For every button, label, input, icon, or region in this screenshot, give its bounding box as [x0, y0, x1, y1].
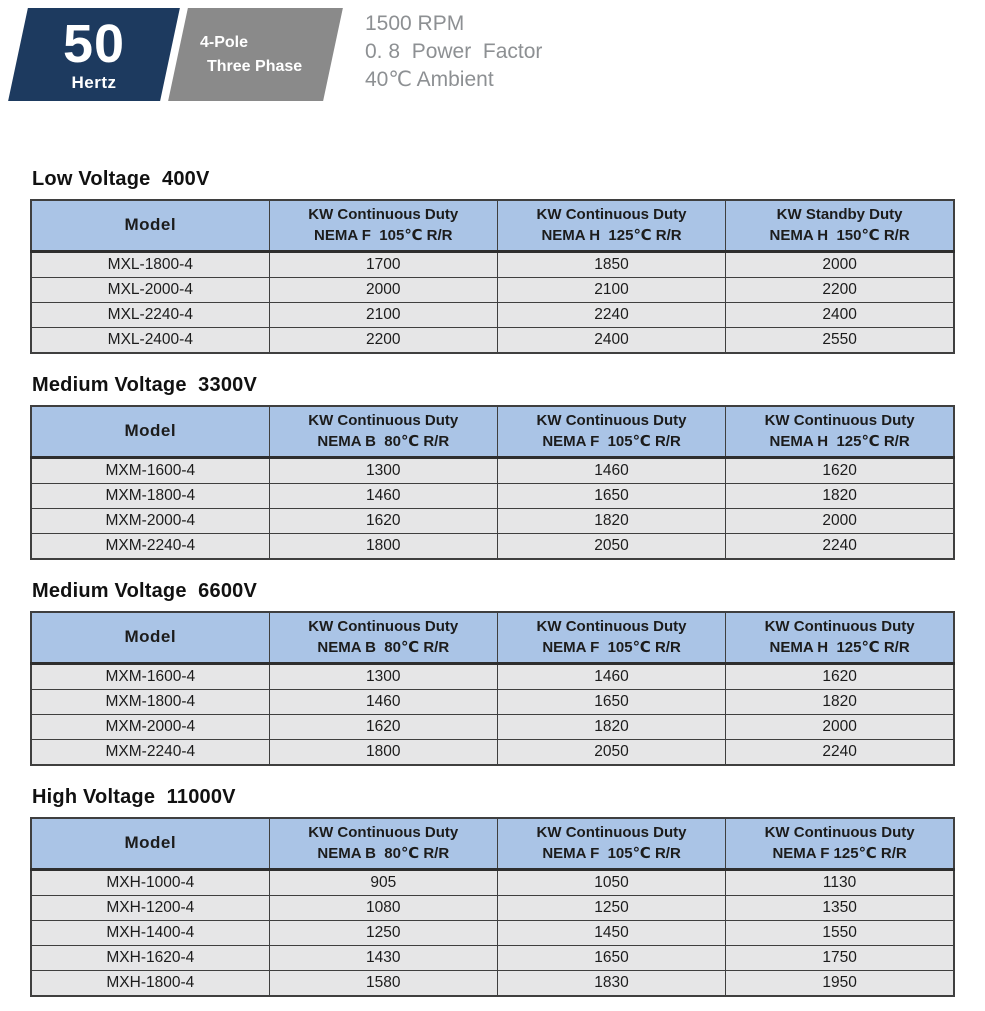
- value-cell: 2240: [726, 740, 954, 766]
- model-cell: MXM-2240-4: [31, 740, 269, 766]
- value-cell: 1460: [497, 458, 725, 484]
- header-line: NEMA H 150℃ R/R: [769, 226, 910, 244]
- ambient-spec: 40℃ Ambient: [365, 67, 494, 91]
- model-cell: MXL-1800-4: [31, 252, 269, 278]
- header-line: NEMA B 80℃ R/R: [317, 844, 450, 862]
- table-row: [31, 664, 954, 690]
- table-body: [31, 458, 954, 560]
- table-head: [31, 818, 954, 870]
- value-cell: 1800: [269, 740, 497, 766]
- rpm-spec: 1500 RPM: [365, 12, 465, 35]
- spec-table: [30, 611, 955, 766]
- kw-column-header: [497, 612, 725, 664]
- value-cell: 1430: [269, 946, 497, 971]
- header-line: Model: [124, 627, 177, 647]
- pole-label: 4-Pole: [200, 34, 249, 52]
- table-row: [31, 870, 954, 896]
- pole-phase-badge: [168, 8, 343, 101]
- spec-table: [30, 405, 955, 560]
- header-line: NEMA B 80℃ R/R: [317, 432, 450, 450]
- value-cell: 1620: [269, 509, 497, 534]
- table-row: [31, 715, 954, 740]
- table-head: [31, 200, 954, 252]
- header-line: Model: [124, 833, 177, 853]
- header-line: NEMA F 105℃ R/R: [542, 844, 681, 862]
- value-cell: 1250: [497, 896, 725, 921]
- table-row: [31, 896, 954, 921]
- table-head: [31, 406, 954, 458]
- header-line: NEMA B 80℃ R/R: [317, 638, 450, 656]
- model-cell: MXL-2240-4: [31, 303, 269, 328]
- model-cell: MXM-1600-4: [31, 664, 269, 690]
- value-cell: 1050: [497, 870, 725, 896]
- model-cell: MXH-1800-4: [31, 971, 269, 997]
- value-cell: 1650: [497, 690, 725, 715]
- model-column-header: [31, 612, 269, 664]
- kw-column-header: [726, 200, 954, 252]
- value-cell: 1460: [269, 690, 497, 715]
- model-column-header: [31, 818, 269, 870]
- value-cell: 2400: [726, 303, 954, 328]
- value-cell: 1650: [497, 946, 725, 971]
- spec-section: [30, 786, 955, 997]
- header-row: [31, 200, 954, 252]
- table-body: [31, 870, 954, 997]
- value-cell: 1250: [269, 921, 497, 946]
- model-cell: MXH-1620-4: [31, 946, 269, 971]
- value-cell: 1080: [269, 896, 497, 921]
- value-cell: 2550: [726, 328, 954, 354]
- section-title: High Voltage 11000V: [32, 786, 236, 808]
- model-cell: MXL-2400-4: [31, 328, 269, 354]
- table-body: [31, 664, 954, 766]
- value-cell: 1820: [497, 715, 725, 740]
- header-line: KW Continuous Duty: [308, 412, 459, 430]
- header-line: NEMA H 125℃ R/R: [769, 638, 910, 656]
- table-row: [31, 278, 954, 303]
- spec-section: [30, 580, 955, 766]
- value-cell: 2240: [497, 303, 725, 328]
- value-cell: 905: [269, 870, 497, 896]
- model-cell: MXH-1400-4: [31, 921, 269, 946]
- table-row: [31, 458, 954, 484]
- model-cell: MXH-1000-4: [31, 870, 269, 896]
- value-cell: 2100: [497, 278, 725, 303]
- value-cell: 1300: [269, 458, 497, 484]
- frequency-badge: [8, 8, 180, 101]
- model-cell: MXM-2000-4: [31, 715, 269, 740]
- value-cell: 2050: [497, 534, 725, 560]
- model-cell: MXM-1800-4: [31, 690, 269, 715]
- value-cell: 2050: [497, 740, 725, 766]
- value-cell: 1800: [269, 534, 497, 560]
- spec-table: [30, 817, 955, 997]
- value-cell: 1460: [269, 484, 497, 509]
- value-cell: 2200: [269, 328, 497, 354]
- model-cell: MXL-2000-4: [31, 278, 269, 303]
- tables-area: [0, 168, 985, 997]
- table-head: [31, 612, 954, 664]
- kw-column-header: [726, 612, 954, 664]
- header-line: KW Continuous Duty: [536, 618, 687, 636]
- kw-column-header: [269, 200, 497, 252]
- kw-column-header: [269, 612, 497, 664]
- table-row: [31, 946, 954, 971]
- value-cell: 1550: [726, 921, 954, 946]
- value-cell: 1450: [497, 921, 725, 946]
- header-row: [31, 818, 954, 870]
- table-row: [31, 971, 954, 997]
- value-cell: 1350: [726, 896, 954, 921]
- frequency-value: 50: [62, 13, 126, 74]
- table-row: [31, 484, 954, 509]
- header-line: KW Continuous Duty: [536, 206, 687, 224]
- value-cell: 1830: [497, 971, 725, 997]
- model-column-header: [31, 406, 269, 458]
- value-cell: 1950: [726, 971, 954, 997]
- value-cell: 2000: [726, 252, 954, 278]
- model-cell: MXM-1600-4: [31, 458, 269, 484]
- model-cell: MXM-1800-4: [31, 484, 269, 509]
- header-row: [31, 406, 954, 458]
- table-row: [31, 328, 954, 354]
- value-cell: 2000: [726, 509, 954, 534]
- value-cell: 1700: [269, 252, 497, 278]
- spec-section: [30, 168, 955, 354]
- value-cell: 1300: [269, 664, 497, 690]
- section-title: Medium Voltage 6600V: [32, 580, 258, 602]
- value-cell: 1850: [497, 252, 725, 278]
- value-cell: 1820: [726, 690, 954, 715]
- header-line: NEMA F 105℃ R/R: [542, 432, 681, 450]
- header-line: KW Continuous Duty: [536, 412, 687, 430]
- header-line: KW Continuous Duty: [764, 824, 915, 842]
- header-line: NEMA F 105℃ R/R: [542, 638, 681, 656]
- operating-specs: [365, 10, 542, 94]
- value-cell: 2000: [269, 278, 497, 303]
- header-line: Model: [124, 215, 177, 235]
- header-line: KW Continuous Duty: [308, 206, 459, 224]
- phase-label: Three Phase: [207, 57, 303, 75]
- header-line: KW Standby Duty: [776, 206, 903, 224]
- value-cell: 1620: [726, 664, 954, 690]
- section-title: Medium Voltage 3300V: [32, 374, 258, 396]
- value-cell: 2400: [497, 328, 725, 354]
- power-factor-spec: 0. 8 Power Factor: [365, 39, 543, 63]
- header-line: NEMA H 125℃ R/R: [769, 432, 910, 450]
- value-cell: 2200: [726, 278, 954, 303]
- top-banner: [0, 0, 985, 128]
- header-line: KW Continuous Duty: [764, 618, 915, 636]
- table-row: [31, 252, 954, 278]
- header-row: [31, 612, 954, 664]
- value-cell: 1130: [726, 870, 954, 896]
- frequency-unit: Hertz: [71, 72, 117, 92]
- value-cell: 1750: [726, 946, 954, 971]
- header-line: KW Continuous Duty: [308, 618, 459, 636]
- kw-column-header: [497, 406, 725, 458]
- header-line: KW Continuous Duty: [536, 824, 687, 842]
- value-cell: 1620: [269, 715, 497, 740]
- kw-column-header: [726, 406, 954, 458]
- model-cell: MXH-1200-4: [31, 896, 269, 921]
- table-row: [31, 509, 954, 534]
- section-title: Low Voltage 400V: [32, 168, 210, 190]
- kw-column-header: [497, 200, 725, 252]
- kw-column-header: [269, 406, 497, 458]
- header-line: KW Continuous Duty: [764, 412, 915, 430]
- model-column-header: [31, 200, 269, 252]
- header-line: Model: [124, 421, 177, 441]
- value-cell: 1580: [269, 971, 497, 997]
- kw-column-header: [726, 818, 954, 870]
- value-cell: 2000: [726, 715, 954, 740]
- header-line: NEMA H 125℃ R/R: [541, 226, 682, 244]
- value-cell: 1620: [726, 458, 954, 484]
- table-row: [31, 690, 954, 715]
- header-line: KW Continuous Duty: [308, 824, 459, 842]
- header-line: NEMA F 125℃ R/R: [772, 844, 907, 862]
- kw-column-header: [269, 818, 497, 870]
- model-cell: MXM-2240-4: [31, 534, 269, 560]
- value-cell: 1650: [497, 484, 725, 509]
- table-row: [31, 921, 954, 946]
- value-cell: 2240: [726, 534, 954, 560]
- table-row: [31, 534, 954, 560]
- kw-column-header: [497, 818, 725, 870]
- value-cell: 1820: [726, 484, 954, 509]
- value-cell: 1820: [497, 509, 725, 534]
- spec-table: [30, 199, 955, 354]
- value-cell: 2100: [269, 303, 497, 328]
- table-row: [31, 303, 954, 328]
- model-cell: MXM-2000-4: [31, 509, 269, 534]
- value-cell: 1460: [497, 664, 725, 690]
- table-body: [31, 252, 954, 354]
- spec-section: [30, 374, 955, 560]
- table-row: [31, 740, 954, 766]
- header-line: NEMA F 105℃ R/R: [314, 226, 453, 244]
